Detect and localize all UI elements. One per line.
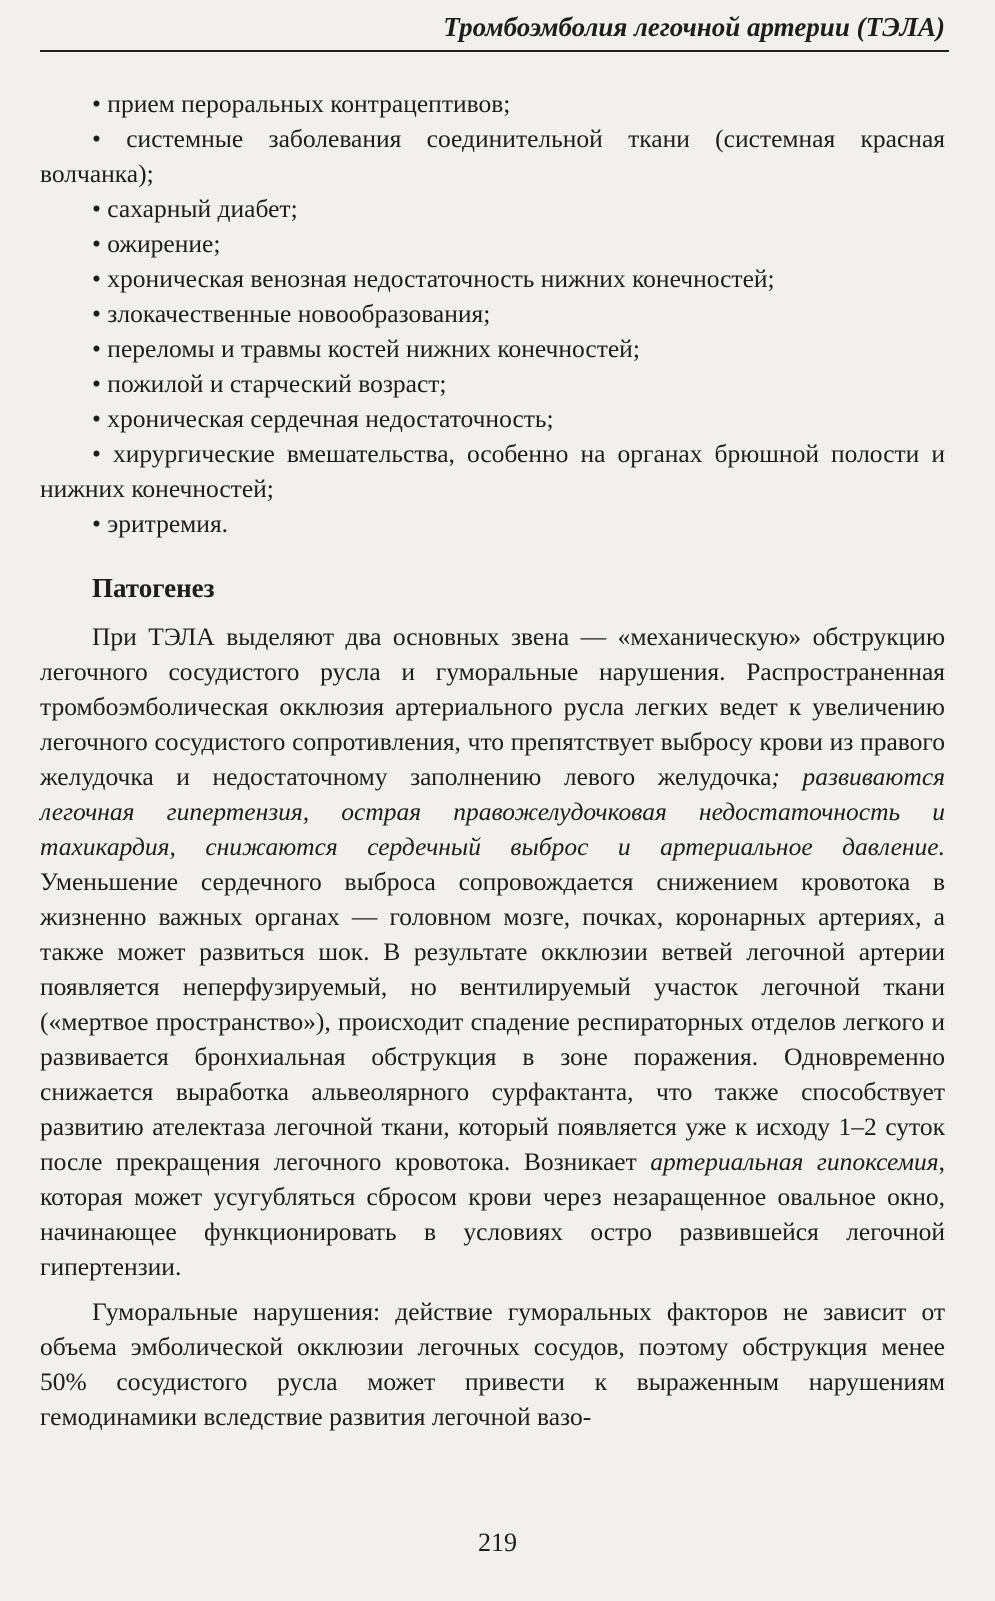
risk-factor-item: • хроническая венозная недостаточность нижних конечностей; — [92, 264, 775, 293]
risk-factor-item: • пожилой и старческий возраст; — [92, 369, 447, 398]
italic-emphasis: ; развиваются легочная гипертензия, острая правожелудочковая недостаточность и тахикардия, снижаются сердечный выброс и артериальное давление. — [40, 762, 945, 861]
risk-factor-item: • системные заболевания соединительной ткани (системная красная волчанка); — [40, 124, 945, 188]
risk-factor-item: • злокачественные новообразования; — [92, 299, 491, 328]
risk-factor-item: • хроническая сердечная недостаточность; — [92, 404, 554, 433]
italic-emphasis: артериальная гипоксемия — [650, 1147, 939, 1176]
humoral-paragraph: Гуморальные нарушения: действие гуморальных факторов не зависит от объема эмболической окклюзии легочных сосудов, поэтому обструкция менее 50% сосудистого русла может привести к выраженным нарушениям гемодинамики вследствие развития легочной вазо- — [40, 1297, 945, 1431]
risk-factor-item: • прием пероральных контрацептивов; — [92, 89, 511, 118]
running-head: Тромбоэмболия легочной артерии (ТЭЛА) — [443, 12, 945, 42]
risk-factor-item: • сахарный диабет; — [92, 194, 298, 223]
risk-factor-item: • хирургические вмешательства, особенно на органах брюшной полости и нижних конечностей; — [40, 439, 945, 503]
header-rule — [40, 50, 949, 52]
risk-factor-item: • эритремия. — [92, 509, 229, 538]
section-heading: Патогенез — [92, 573, 215, 603]
risk-factor-item: • переломы и травмы костей нижних конечностей; — [92, 334, 640, 363]
paragraph-text: При ТЭЛА выделяют два основных звена — «механическую» обструкцию легочного сосудистого русла и гуморальные нарушения. Распространенная тромбоэмболическая окклюзия артериального русла легких ведет к увеличению легочного сосудистого сопротивления, что препятствует выбросу крови из правого желудочка и недостаточному заполнению левого желудочка — [40, 622, 945, 791]
body-text — [40, 86, 945, 1434]
page-number: 219 — [478, 1528, 517, 1557]
risk-factor-item: • ожирение; — [92, 229, 221, 258]
paragraph-text: , которая может усугубляться сбросом крови через незаращенное овальное окно, начинающее функционировать в условиях остро развившейся легочной гипертензии. — [40, 1147, 945, 1281]
pathogenesis-paragraph — [40, 619, 945, 1284]
paragraph-text: Уменьшение сердечного выброса сопровождается снижением кровотока в жизненно важных органах — головном мозге, почках, коронарных артериях, а также может развиться шок. В результате окклюзии ветвей легочной артерии появляется неперфузируемый, но вентилируемый участок легочной ткани («мертвое пространство»), происходит спадение респираторных отделов легкого и развивается бронхиальная обструкция в зоне поражения. Одновременно снижается выработка альвеолярного сурфактанта, что также способствует развитию ателектаза легочной ткани, который появляется уже к исходу 1–2 суток после прекращения легочного кровотока. Возникает — [40, 867, 945, 1176]
